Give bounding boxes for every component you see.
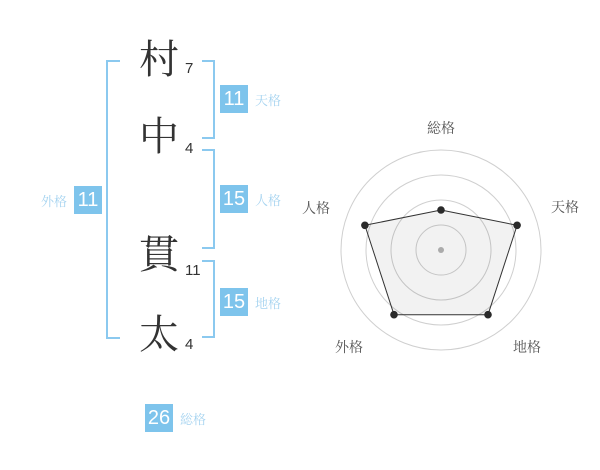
soukaku-label: 総格 — [180, 411, 207, 427]
axis-label-tenkaku: 天格 — [551, 199, 579, 215]
name-character-1: 村 — [139, 38, 179, 82]
gaikaku-bracket — [106, 60, 120, 339]
tenkaku-bracket — [202, 60, 215, 139]
jinkaku-badge-row — [220, 185, 281, 213]
name-character-3: 貫 — [139, 233, 179, 277]
radar-chart-svg — [301, 110, 581, 370]
soukaku-value-badge: 26 — [145, 404, 173, 432]
stroke-count-1: 7 — [185, 60, 194, 77]
gaikaku-label: 外格 — [41, 193, 68, 209]
tenkaku-value-badge: 11 — [220, 85, 248, 113]
radar-chart — [301, 110, 581, 370]
chikaku-badge-row — [220, 288, 281, 316]
jinkaku-bracket — [202, 149, 215, 249]
axis-label-soukaku: 総格 — [427, 120, 455, 136]
jinkaku-value-badge: 15 — [220, 185, 248, 213]
gaikaku-badge-row — [41, 186, 102, 214]
stroke-count-2: 4 — [185, 140, 194, 157]
chikaku-value-badge: 15 — [220, 288, 248, 316]
jinkaku-label: 人格 — [255, 192, 282, 208]
stroke-count-4: 4 — [185, 336, 194, 353]
chikaku-label: 地格 — [255, 295, 282, 311]
gaikaku-value-badge: 11 — [74, 186, 102, 214]
stroke-count-3: 11 — [185, 262, 201, 279]
axis-label-jinkaku: 人格 — [302, 200, 330, 216]
radar-data-polygon — [361, 206, 521, 318]
soukaku-badge-row — [145, 404, 206, 432]
axis-label-gaikaku: 外格 — [335, 339, 363, 355]
axis-label-chikaku: 地格 — [513, 339, 541, 355]
name-character-2: 中 — [139, 115, 179, 159]
name-character-4: 太 — [139, 313, 179, 357]
tenkaku-badge-row — [220, 85, 281, 113]
tenkaku-label: 天格 — [255, 92, 282, 108]
chikaku-bracket — [202, 260, 215, 338]
